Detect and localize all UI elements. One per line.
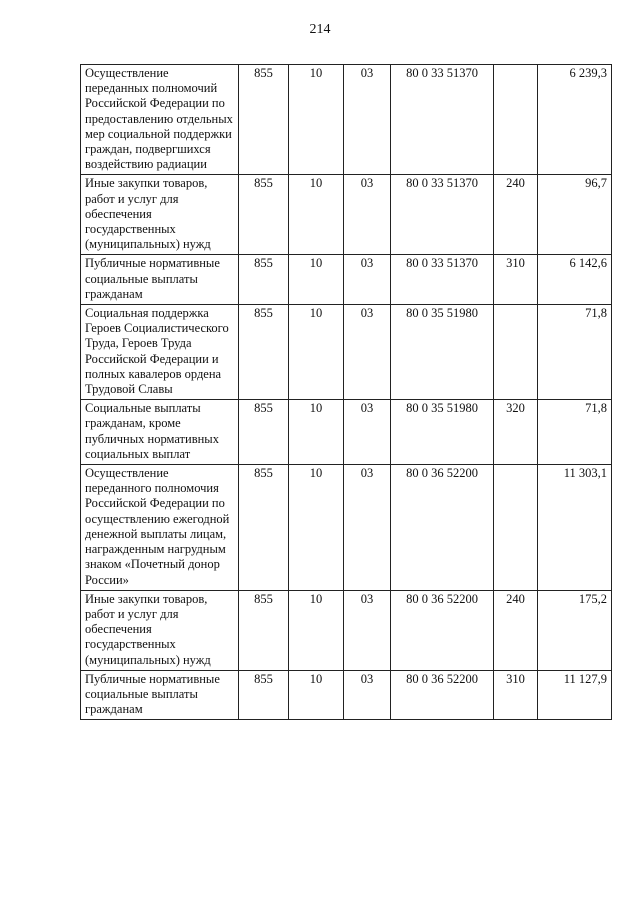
section-code: 10 [289,590,344,670]
subsection-code: 03 [344,590,391,670]
ministry-code: 855 [239,670,289,720]
table-row [81,65,612,175]
subsection-code: 03 [344,670,391,720]
amount: 11 303,1 [538,465,612,591]
row-name: Публичные нормативные социальные выплаты гражданам [81,670,239,720]
target-article-code: 80 0 36 52200 [391,670,494,720]
ministry-code: 855 [239,400,289,465]
target-article-code: 80 0 35 51980 [391,305,494,400]
row-name: Публичные нормативные социальные выплаты гражданам [81,255,239,305]
ministry-code: 855 [239,305,289,400]
amount: 96,7 [538,175,612,255]
table-row [81,305,612,400]
expense-type-code: 310 [494,255,538,305]
ministry-code: 855 [239,465,289,591]
amount: 71,8 [538,400,612,465]
expense-type-code [494,465,538,591]
expense-type-code [494,305,538,400]
subsection-code: 03 [344,400,391,465]
amount: 6 239,3 [538,65,612,175]
subsection-code: 03 [344,305,391,400]
subsection-code: 03 [344,255,391,305]
section-code: 10 [289,305,344,400]
row-name: Социальные выплаты гражданам, кроме публичных нормативных социальных выплат [81,400,239,465]
amount: 175,2 [538,590,612,670]
row-name: Социальная поддержка Героев Социалистического Труда, Героев Труда Российской Федерации и полных кавалеров ордена Трудовой Славы [81,305,239,400]
target-article-code: 80 0 33 51370 [391,255,494,305]
subsection-code: 03 [344,465,391,591]
target-article-code: 80 0 35 51980 [391,400,494,465]
page-number: 214 [309,22,331,37]
subsection-code: 03 [344,175,391,255]
ministry-code: 855 [239,590,289,670]
target-article-code: 80 0 36 52200 [391,465,494,591]
target-article-code: 80 0 36 52200 [391,590,494,670]
amount: 11 127,9 [538,670,612,720]
target-article-code: 80 0 33 51370 [391,65,494,175]
amount: 71,8 [538,305,612,400]
table-row [81,255,612,305]
expense-type-code: 240 [494,590,538,670]
table-row [81,400,612,465]
row-name: Иные закупки товаров, работ и услуг для обеспечения государственных (муниципальных) нужд [81,590,239,670]
table-row [81,590,612,670]
expense-type-code [494,65,538,175]
ministry-code: 855 [239,255,289,305]
row-name: Осуществление переданных полномочий Российской Федерации по предоставлению отдельных мер социальной поддержки граждан, подвергшихся воздействию радиации [81,65,239,175]
row-name: Иные закупки товаров, работ и услуг для обеспечения государственных (муниципальных) нужд [81,175,239,255]
budget-table [80,64,612,720]
table-row [81,175,612,255]
section-code: 10 [289,670,344,720]
section-code: 10 [289,175,344,255]
section-code: 10 [289,255,344,305]
amount: 6 142,6 [538,255,612,305]
expense-type-code: 240 [494,175,538,255]
section-code: 10 [289,465,344,591]
target-article-code: 80 0 33 51370 [391,175,494,255]
ministry-code: 855 [239,175,289,255]
section-code: 10 [289,400,344,465]
table-row [81,465,612,591]
subsection-code: 03 [344,65,391,175]
table-row [81,670,612,720]
row-name: Осуществление переданного полномочия Российской Федерации по осуществлению ежегодной денежной выплаты лицам, награжденным нагрудным знаком «Почетный донор России» [81,465,239,591]
expense-type-code: 320 [494,400,538,465]
ministry-code: 855 [239,65,289,175]
section-code: 10 [289,65,344,175]
expense-type-code: 310 [494,670,538,720]
